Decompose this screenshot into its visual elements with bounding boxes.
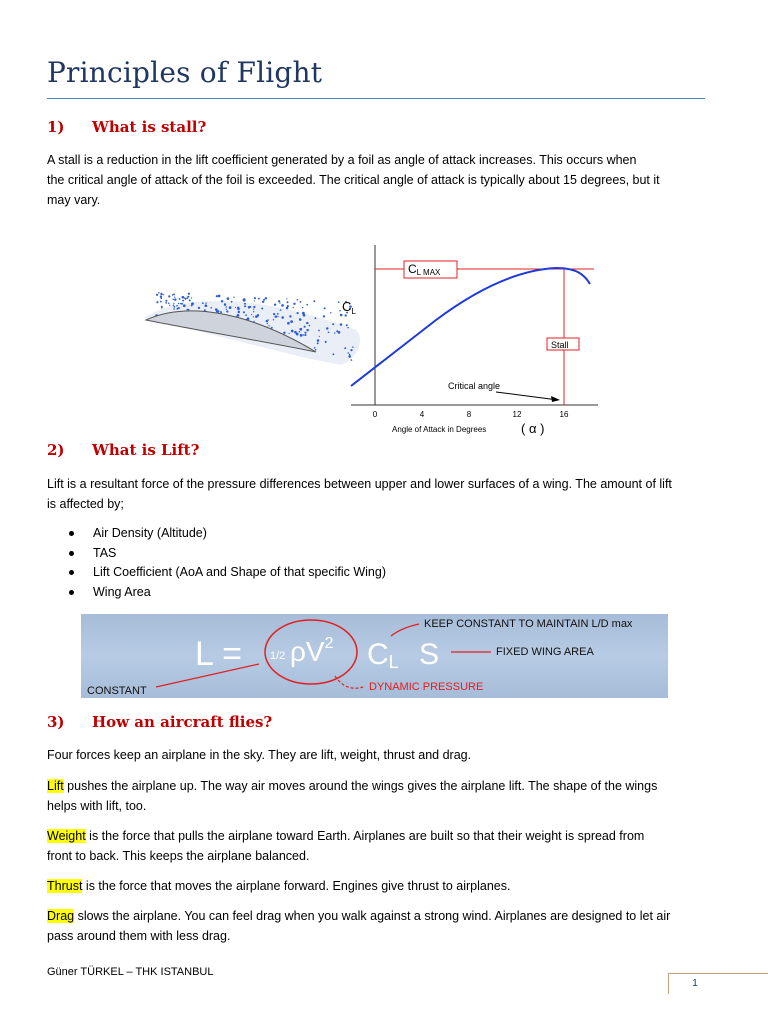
turbulence-dot xyxy=(263,299,265,301)
turbulence-dot xyxy=(318,330,320,332)
turbulence-dot xyxy=(289,315,291,317)
x-tick-label: 12 xyxy=(512,410,522,419)
turbulence-dot xyxy=(161,306,163,308)
turbulence-dot xyxy=(346,324,348,326)
turbulence-dot xyxy=(253,306,255,308)
term-thrust: Thrust xyxy=(47,879,83,893)
turbulence-dot xyxy=(304,332,306,334)
list-item: Wing Area xyxy=(47,583,386,603)
turbulence-dot xyxy=(317,339,320,342)
alpha-label: ( α ) xyxy=(521,421,545,436)
turbulence-dot xyxy=(174,296,175,297)
title-divider xyxy=(47,98,705,99)
turbulence-dot xyxy=(183,304,186,307)
turbulence-dot xyxy=(220,311,222,313)
section-3-number: 3) xyxy=(47,713,65,731)
turbulence-dot xyxy=(247,317,250,320)
turbulence-dot xyxy=(274,304,276,306)
turbulence-dot xyxy=(347,352,348,353)
section-2-paragraph xyxy=(47,474,707,514)
x-axis-label: Angle of Attack in Degrees xyxy=(392,425,487,434)
footer-author: Güner TÜRKEL – THK ISTANBUL xyxy=(47,966,214,978)
turbulence-dot xyxy=(304,326,306,328)
turbulence-dot xyxy=(210,307,212,309)
turbulence-dot xyxy=(306,322,308,324)
x-tick-label: 16 xyxy=(559,410,569,419)
turbulence-dot xyxy=(182,300,184,302)
turbulence-dot xyxy=(186,309,188,311)
turbulence-dot xyxy=(339,310,341,312)
force-text: is the force that pulls the airplane toward Earth. Airplanes are built so that their weight is spread from xyxy=(85,829,645,843)
turbulence-dot xyxy=(245,314,247,316)
turbulence-dot xyxy=(352,346,354,348)
turbulence-dot xyxy=(226,310,228,312)
force-drag-paragraph xyxy=(47,906,707,946)
turbulence-dot xyxy=(291,330,294,333)
page-number: 1 xyxy=(692,978,698,989)
list-item: Lift Coefficient (AoA and Shape of that specific Wing) xyxy=(47,563,386,583)
force-thrust-paragraph xyxy=(47,876,707,896)
turbulence-dot xyxy=(172,294,174,296)
paragraph-line: is affected by; xyxy=(47,497,124,511)
turbulence-dot xyxy=(174,298,176,300)
turbulence-dot xyxy=(293,303,295,305)
turbulence-dot xyxy=(293,307,294,308)
turbulence-dot xyxy=(224,304,226,306)
turbulence-dot xyxy=(233,297,234,298)
cl-axis-label: $C_L$ xyxy=(342,299,356,316)
lift-equation-figure xyxy=(81,614,668,698)
turbulence-dot xyxy=(345,314,347,316)
turbulence-dot xyxy=(178,303,179,304)
turbulence-dot xyxy=(173,293,175,295)
list-item: Air Density (Altitude) xyxy=(47,524,386,544)
turbulence-dot xyxy=(173,306,175,308)
force-weight-paragraph xyxy=(47,826,707,866)
term-lift: Lift xyxy=(47,779,64,793)
turbulence-dot xyxy=(186,297,188,299)
turbulence-dot xyxy=(168,295,170,297)
section-2-heading xyxy=(47,441,199,459)
equation-half: 1/2 xyxy=(270,650,286,662)
turbulence-dot xyxy=(324,307,326,309)
turbulence-dot xyxy=(314,317,316,319)
turbulence-dot xyxy=(173,303,174,304)
turbulence-dot xyxy=(160,298,162,300)
turbulence-dot xyxy=(297,312,299,314)
turbulence-dot xyxy=(313,300,315,302)
turbulence-dot xyxy=(290,320,293,323)
turbulence-dot xyxy=(172,299,173,300)
turbulence-dot xyxy=(273,313,275,315)
turbulence-dot xyxy=(182,296,185,299)
turbulence-dot xyxy=(297,299,299,301)
turbulence-dot xyxy=(267,323,268,324)
turbulence-dot xyxy=(176,305,178,307)
note-q: DYNAMIC PRESSURE xyxy=(369,681,484,693)
turbulence-dot xyxy=(319,336,320,337)
force-text: pass around them with less drag. xyxy=(47,929,231,943)
turbulence-dot xyxy=(306,329,308,331)
stall-label: Stall xyxy=(551,340,569,350)
force-text: pushes the airplane up. The way air moves around the wings gives the airplane lift. The shape of the wings xyxy=(63,779,658,793)
turbulence-dot xyxy=(286,307,288,309)
lift-factor-list xyxy=(47,524,386,602)
cl-pointer xyxy=(391,624,419,636)
turbulence-dot xyxy=(334,332,335,333)
turbulence-dot xyxy=(286,298,287,299)
airfoil-illustration xyxy=(144,292,360,365)
turbulence-dot xyxy=(231,301,233,303)
turbulence-dot xyxy=(169,305,170,306)
turbulence-dot xyxy=(238,311,240,313)
turbulence-dot xyxy=(180,303,181,304)
turbulence-dot xyxy=(326,327,328,329)
turbulence-dot xyxy=(279,302,280,303)
turbulence-dot xyxy=(237,308,240,311)
turbulence-dot xyxy=(332,353,334,355)
turbulence-dot xyxy=(181,303,183,305)
turbulence-dot xyxy=(253,308,254,309)
turbulence-dot xyxy=(221,300,223,302)
turbulence-dot xyxy=(277,313,279,315)
lift-equation-svg xyxy=(81,614,668,698)
turbulence-dot xyxy=(315,349,317,351)
turbulence-dot xyxy=(163,294,164,295)
turbulence-dot xyxy=(178,307,180,309)
turbulence-dot xyxy=(325,341,327,343)
turbulence-dot xyxy=(314,347,316,349)
turbulence-dot xyxy=(328,331,330,333)
page-title: Principles of Flight xyxy=(47,56,323,89)
page-number-box xyxy=(668,973,768,994)
turbulence-dot xyxy=(281,304,284,307)
term-weight: Weight xyxy=(47,829,86,843)
turbulence-dot xyxy=(160,293,162,295)
turbulence-dot xyxy=(283,332,285,334)
x-tick-label: 0 xyxy=(372,410,378,419)
turbulence-dot xyxy=(304,334,306,336)
force-text: helps with lift, too. xyxy=(47,799,147,813)
equation-rho-v: $\rho V^2$ xyxy=(290,635,334,667)
turbulence-dot xyxy=(185,298,187,300)
turbulence-dot xyxy=(253,316,254,317)
turbulence-dot xyxy=(338,331,341,334)
turbulence-dot xyxy=(227,297,230,300)
turbulence-dot xyxy=(254,297,256,299)
turbulence-dot xyxy=(156,294,158,296)
turbulence-dot xyxy=(244,305,246,307)
turbulence-dot xyxy=(299,331,301,333)
paragraph-line: may vary. xyxy=(47,193,101,207)
turbulence-dot xyxy=(281,316,284,319)
turbulence-dot xyxy=(266,320,268,322)
turbulence-dot xyxy=(309,325,311,327)
critical-angle-arrow xyxy=(496,392,558,400)
turbulence-dot xyxy=(289,333,290,334)
turbulence-dot xyxy=(217,310,220,313)
turbulence-dot xyxy=(303,314,306,317)
turbulence-dot xyxy=(205,302,206,303)
turbulence-dot xyxy=(243,311,245,313)
turbulence-dot xyxy=(300,334,303,337)
force-text: front to back. This keeps the airplane balanced. xyxy=(47,849,310,863)
turbulence-dot xyxy=(296,333,299,336)
turbulence-dot xyxy=(348,355,351,358)
equation-cl: CL xyxy=(367,638,399,672)
turbulence-dot xyxy=(268,325,269,326)
turbulence-dot xyxy=(160,301,162,303)
x-tick-label: 4 xyxy=(419,410,425,419)
section-1-number: 1) xyxy=(47,118,65,136)
turbulence-dot xyxy=(160,296,162,298)
turbulence-dot xyxy=(340,314,343,317)
turbulence-dot xyxy=(258,298,260,300)
clmax-label: CL MAX xyxy=(408,262,441,277)
force-lift-paragraph xyxy=(47,776,707,816)
turbulence-dot xyxy=(216,295,218,297)
lift-curve-chart xyxy=(342,245,598,436)
turbulence-dot xyxy=(351,359,353,361)
turbulence-dot xyxy=(280,309,282,311)
paragraph-line: Lift is a resultant force of the pressure differences between upper and lower surfaces of a wing. The amount of lift xyxy=(47,477,672,491)
turbulence-dot xyxy=(302,307,303,308)
turbulence-dot xyxy=(251,314,252,315)
stall-lift-curve-figure xyxy=(136,240,606,440)
turbulence-dot xyxy=(168,303,170,305)
note-cl: KEEP CONSTANT TO MAINTAIN L/D max xyxy=(424,618,633,630)
turbulence-dot xyxy=(299,318,302,321)
turbulence-dot xyxy=(265,297,267,299)
turbulence-dot xyxy=(303,334,304,335)
list-item: TAS xyxy=(47,544,386,564)
turbulence-dot xyxy=(278,300,280,302)
turbulence-dot xyxy=(349,354,351,356)
turbulence-dot xyxy=(344,347,346,349)
section-1-paragraph xyxy=(47,150,707,210)
turbulence-dot xyxy=(261,308,263,310)
turbulence-dot xyxy=(173,305,174,306)
turbulence-dot xyxy=(338,301,340,303)
turbulence-dot xyxy=(317,342,319,344)
turbulence-dot xyxy=(188,293,190,295)
turbulence-dot xyxy=(257,314,259,316)
turbulence-dot xyxy=(191,297,192,298)
equation-lhs: L = xyxy=(195,635,242,673)
turbulence-dot xyxy=(244,303,246,305)
x-tick-label: 8 xyxy=(466,410,472,419)
force-text: slows the airplane. You can feel drag when you walk against a strong wind. Airplanes are designed to let air xyxy=(74,909,671,923)
turbulence-dot xyxy=(275,315,278,318)
turbulence-dot xyxy=(254,300,255,301)
equation-s: S xyxy=(419,638,440,671)
turbulence-dot xyxy=(165,302,167,304)
turbulence-dot xyxy=(347,327,348,328)
section-1-heading xyxy=(47,118,206,136)
turbulence-dot xyxy=(229,306,232,309)
section-3-heading xyxy=(47,713,272,731)
critical-angle-label: Critical angle xyxy=(448,381,501,391)
turbulence-dot xyxy=(277,316,278,317)
turbulence-dot xyxy=(262,301,264,303)
turbulence-dot xyxy=(218,295,221,298)
turbulence-dot xyxy=(332,323,334,325)
section-3-title: How an aircraft flies? xyxy=(92,713,273,731)
turbulence-dot xyxy=(300,301,302,303)
turbulence-dot xyxy=(156,301,158,303)
turbulence-dot xyxy=(340,323,343,326)
turbulence-dot xyxy=(287,322,290,325)
section-1-title: What is stall? xyxy=(92,118,207,136)
turbulence-dot xyxy=(235,307,236,308)
turbulence-dot xyxy=(253,311,254,312)
turbulence-dot xyxy=(205,304,208,307)
turbulence-dot xyxy=(299,328,302,331)
turbulence-dot xyxy=(243,299,246,302)
x-tick-labels xyxy=(373,410,569,419)
turbulence-dot xyxy=(330,312,331,313)
note-s: FIXED WING AREA xyxy=(496,646,594,658)
section-2-title: What is Lift? xyxy=(92,441,200,459)
paragraph-line: A stall is a reduction in the lift coefficient generated by a foil as angle of attack increases. This occurs when xyxy=(47,153,637,167)
section-2-number: 2) xyxy=(47,441,65,459)
turbulence-dot xyxy=(237,314,240,317)
turbulence-dot xyxy=(226,306,227,307)
turbulence-dot xyxy=(273,319,274,320)
turbulence-dot xyxy=(165,300,167,302)
turbulence-dot xyxy=(287,301,289,303)
turbulence-dot xyxy=(191,302,194,305)
turbulence-dot xyxy=(248,306,250,308)
turbulence-dot xyxy=(179,298,181,300)
paragraph-line: the critical angle of attack of the foil is exceeded. The critical angle of attack is typically about 15 degrees, but it xyxy=(47,173,660,187)
turbulence-dot xyxy=(173,308,175,310)
turbulence-dot xyxy=(158,292,160,294)
turbulence-dot xyxy=(189,299,191,301)
turbulence-dot xyxy=(323,315,325,317)
term-drag: Drag xyxy=(47,909,75,923)
lift-curve xyxy=(351,268,590,386)
turbulence-dot xyxy=(202,302,204,304)
turbulence-dot xyxy=(198,307,200,309)
force-text: is the force that moves the airplane forward. Engines give thrust to airplanes. xyxy=(82,879,511,893)
turbulence-dot xyxy=(226,309,227,310)
arrowhead xyxy=(551,396,560,402)
turbulence-dot xyxy=(271,327,273,329)
turbulence-dot xyxy=(306,304,308,306)
turbulence-dot xyxy=(350,349,352,351)
note-constant: CONSTANT xyxy=(87,685,147,697)
section-3-intro: Four forces keep an airplane in the sky. They are lift, weight, thrust and drag. xyxy=(47,748,472,762)
